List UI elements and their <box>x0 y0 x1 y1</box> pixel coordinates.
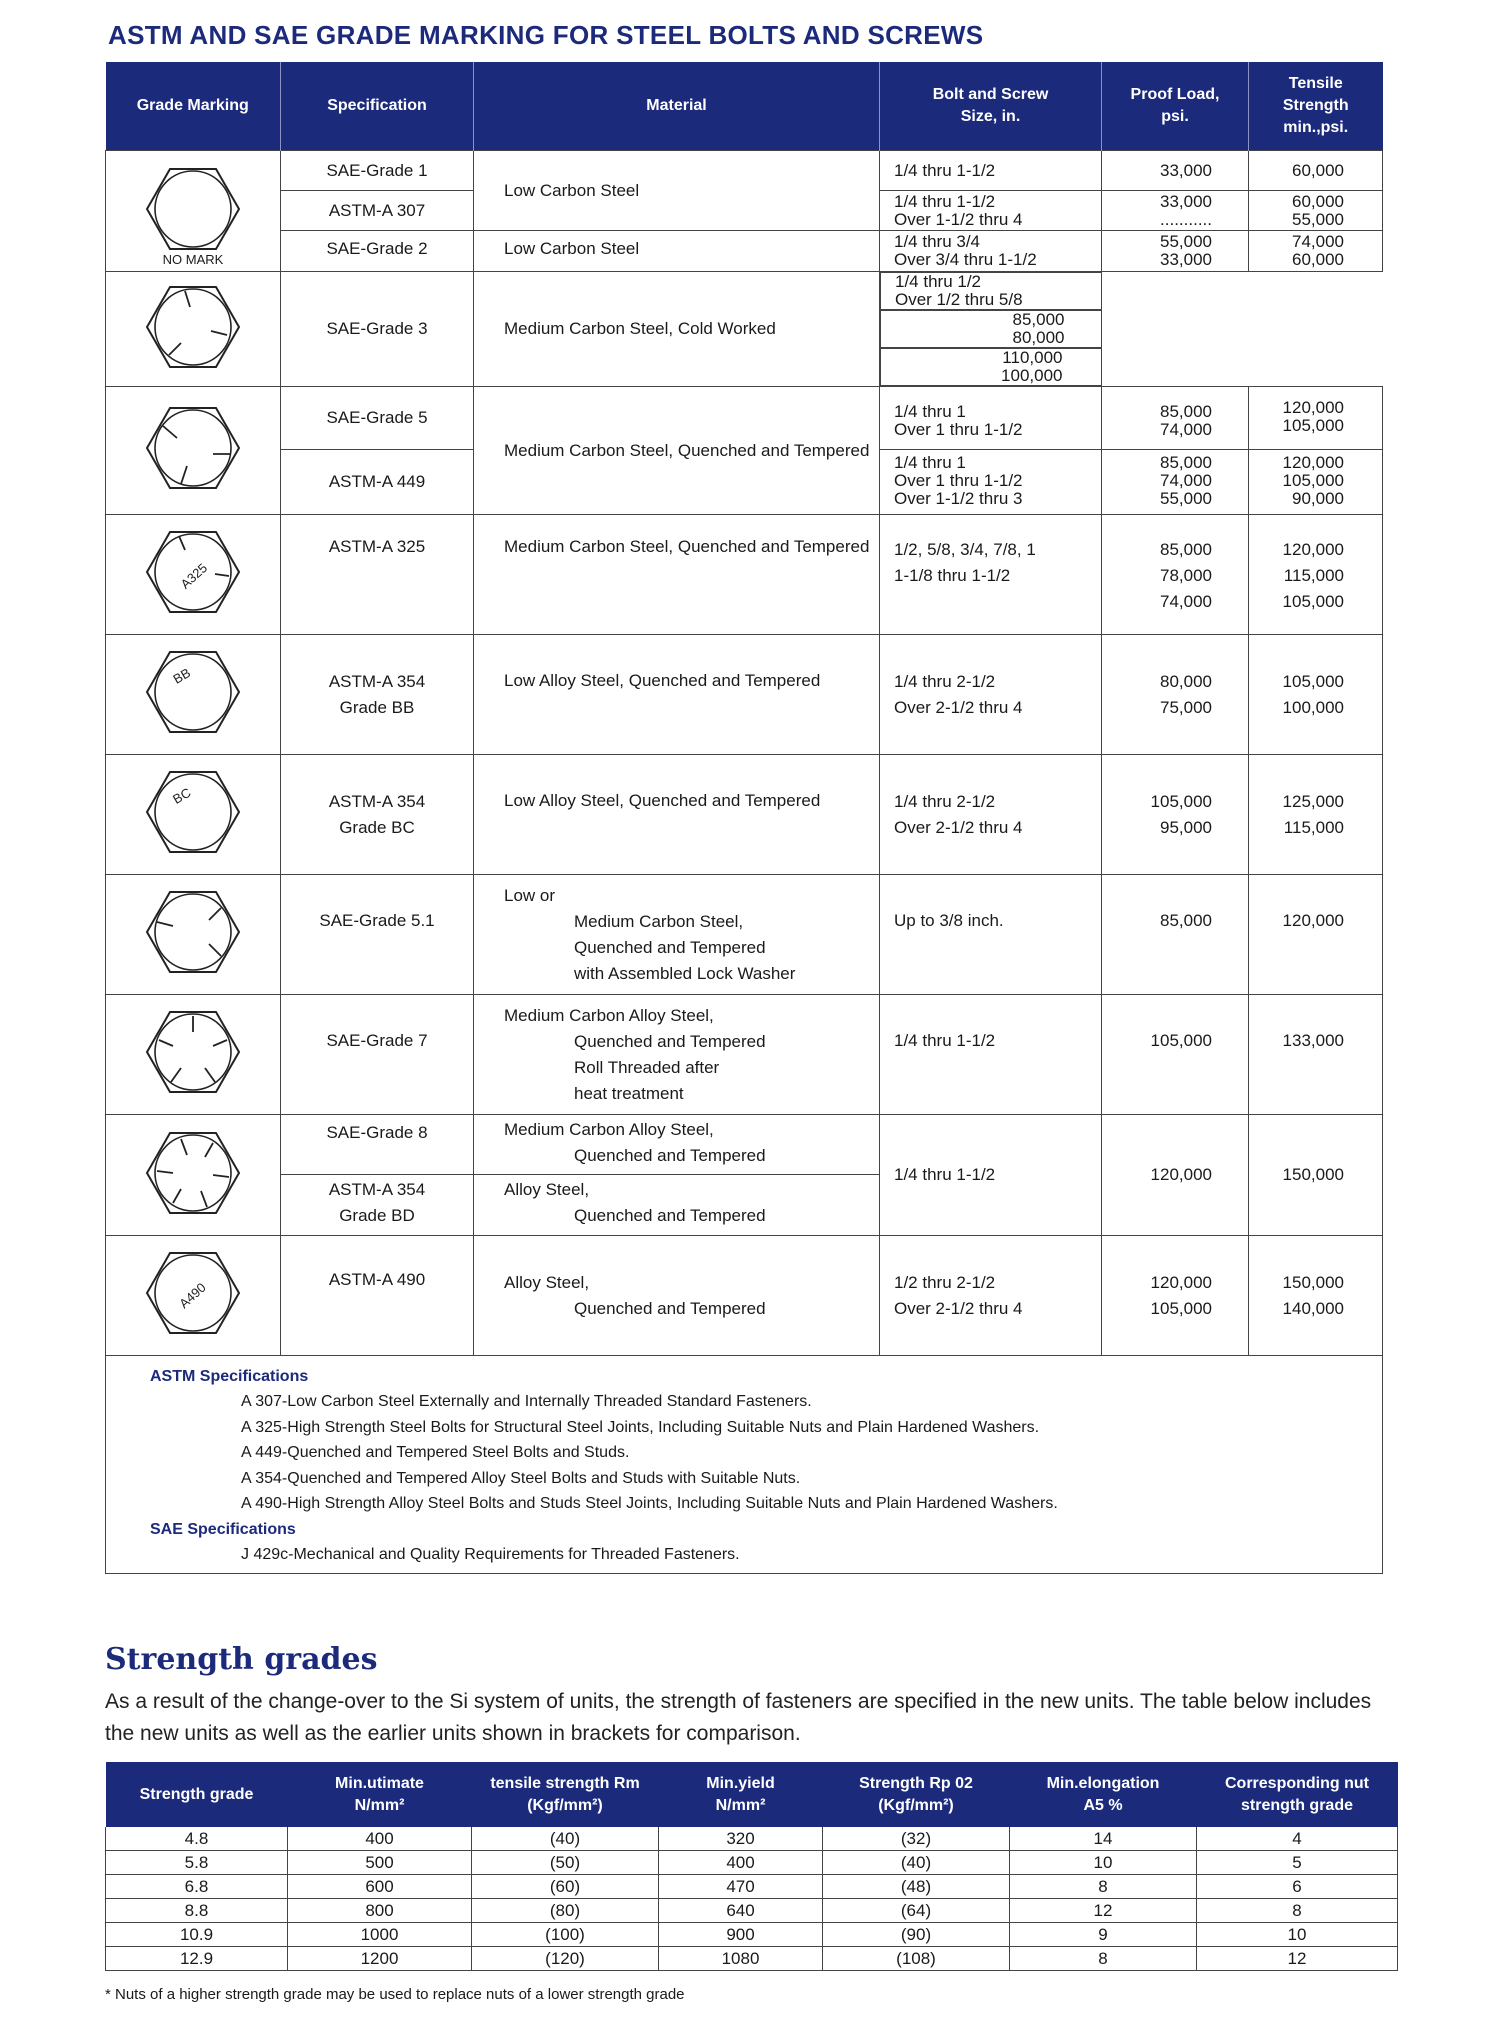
grade-mark-cell <box>106 755 281 875</box>
strength-cell: 14 <box>1010 1827 1197 1851</box>
table-row <box>106 1923 1398 1947</box>
strength-cell: (108) <box>823 1947 1010 1971</box>
material-continued: Quenched and Tempered <box>574 1146 766 1165</box>
size-cell: 1/4 thru 1-1/2 <box>880 151 1101 191</box>
proof-cell: 55,000 33,000 <box>1160 232 1212 269</box>
specifications-notes <box>106 1356 1383 1574</box>
table-row <box>106 1875 1398 1899</box>
material-cell: Medium Carbon Steel, Quenched and Tempered <box>474 515 880 635</box>
strength-cell: 6 <box>1197 1875 1398 1899</box>
spec-cell: SAE-Grade 5.1 <box>281 875 474 995</box>
strength-cell: 12 <box>1197 1947 1398 1971</box>
strength-header-cell: Strength grade <box>106 1762 288 1827</box>
page-title: ASTM AND SAE GRADE MARKING FOR STEEL BOLTS AND SCREWS <box>108 20 984 50</box>
proof-cell: 120,000 105,000 <box>1102 1236 1249 1356</box>
strength-grades-body <box>106 1827 1398 1971</box>
hex-bb-marking-icon <box>133 642 253 742</box>
strength-cell: (40) <box>472 1827 659 1851</box>
note-line: A 490-High Strength Alloy Steel Bolts and Studs Steel Joints, Including Suitable Nuts and Plain Hardened Washers. <box>241 1495 1058 1512</box>
strength-cell: (40) <box>823 1851 1010 1875</box>
strength-cell: (32) <box>823 1827 1010 1851</box>
strength-cell: 5.8 <box>106 1851 288 1875</box>
proof-cell: 120,000 <box>1102 1115 1249 1236</box>
hex-six-lines-icon <box>133 1123 253 1223</box>
strength-cell: 8 <box>1010 1875 1197 1899</box>
table-row <box>106 995 1383 1115</box>
sae-specifications-heading: SAE Specifications <box>150 1520 296 1538</box>
tensile-cell: 150,000 <box>1249 1115 1383 1236</box>
tensile-cell: 150,000 140,000 <box>1249 1236 1383 1356</box>
strength-cell: (48) <box>823 1875 1010 1899</box>
size-cell: 1/4 thru 2-1/2 Over 2-1/2 thru 4 <box>880 635 1102 755</box>
footnote: * Nuts of a higher strength grade may be used to replace nuts of a lower strength grade <box>105 1986 685 2003</box>
spec-cell: SAE-Grade 7 <box>281 995 474 1115</box>
material-continued: Quenched and Tempered Roll Threaded after heat treatment <box>574 1032 766 1103</box>
strength-cell: 4.8 <box>106 1827 288 1851</box>
size-cell: 1/4 thru 1 Over 1 thru 1-1/2 Over 1-1/2 thru 3 <box>894 453 1023 508</box>
strength-cell: 4 <box>1197 1827 1398 1851</box>
tensile-cell: 105,000 100,000 <box>1249 635 1383 755</box>
proof-cell: 105,000 <box>1102 995 1249 1115</box>
strength-header-cell: Min.yield N/mm² <box>659 1762 823 1827</box>
spec-cell: SAE-Grade 1 <box>281 151 473 191</box>
no-mark-label: NO MARK <box>162 252 224 267</box>
material-cell: Medium Carbon Steel, Quenched and Tempered <box>474 387 880 515</box>
table-row <box>106 1236 1383 1356</box>
size-cell: 1/4 thru 1-1/2 Over 1-1/2 thru 4 <box>880 191 1101 231</box>
proof-cell: 85,000 78,000 74,000 <box>1102 515 1249 635</box>
grade-mark-cell <box>106 875 281 995</box>
strength-cell: 12 <box>1010 1899 1197 1923</box>
size-cell: 1/2, 5/8, 3/4, 7/8, 1 1-1/8 thru 1-1/2 <box>880 515 1102 635</box>
hex-three-lines-icon <box>133 398 253 498</box>
strength-cell: 800 <box>288 1899 472 1923</box>
size-cell: 1/2 thru 2-1/2 Over 2-1/2 thru 4 <box>880 1236 1102 1356</box>
grade-mark-cell <box>106 387 281 515</box>
grade-mark-cell <box>106 635 281 755</box>
hex-three-radial-lines-icon <box>133 277 253 377</box>
spec-cell: ASTM-A 354 Grade BD <box>328 1180 426 1225</box>
strength-header-cell: Min.elongation A5 % <box>1010 1762 1197 1827</box>
table-row <box>106 151 1383 272</box>
spec-cell: ASTM-A 325 <box>281 515 474 635</box>
strength-cell: 470 <box>659 1875 823 1899</box>
strength-cell: 10 <box>1197 1923 1398 1947</box>
strength-cell: (90) <box>823 1923 1010 1947</box>
strength-cell: (50) <box>472 1851 659 1875</box>
strength-cell: 6.8 <box>106 1875 288 1899</box>
tensile-cell: 125,000 115,000 <box>1249 755 1383 875</box>
size-cell: 1/4 thru 3/4 Over 3/4 thru 1-1/2 <box>894 232 1037 269</box>
grade-mark-cell <box>106 1236 281 1356</box>
material-first-line: Medium Carbon Alloy Steel, <box>504 1006 714 1025</box>
tensile-cell: 60,000 55,000 <box>1249 191 1382 231</box>
strength-header-cell: Corresponding nut strength grade <box>1197 1762 1398 1827</box>
tensile-cell: 120,000 105,000 <box>1249 387 1382 450</box>
tensile-cell: 120,000 115,000 105,000 <box>1249 515 1383 635</box>
tensile-cell: 120,000 <box>1249 875 1383 995</box>
proof-cell: 85,000 <box>1102 875 1249 995</box>
grade-marking-table <box>105 62 1383 1574</box>
svg-text:A490: A490 <box>176 1279 209 1312</box>
strength-cell: 5 <box>1197 1851 1398 1875</box>
strength-cell: 8 <box>1197 1899 1398 1923</box>
strength-cell: 1200 <box>288 1947 472 1971</box>
table-row <box>106 1827 1398 1851</box>
table-row <box>106 1851 1398 1875</box>
header-material: Material <box>474 62 880 151</box>
header-proof-load: Proof Load, psi. <box>1102 62 1249 151</box>
note-line: A 325-High Strength Steel Bolts for Structural Steel Joints, Including Suitable Nuts and Plain Hardened Washers. <box>241 1418 1040 1436</box>
size-cell: Up to 3/8 inch. <box>880 875 1102 995</box>
material-continued: Medium Carbon Steel, Quenched and Tempered with Assembled Lock Washer <box>574 912 796 983</box>
hex-a490-marking-icon <box>133 1243 253 1343</box>
proof-cell: 85,000 74,000 55,000 <box>1160 453 1212 508</box>
strength-header-cell: tensile strength Rm (Kgf/mm²) <box>472 1762 659 1827</box>
size-cell: 1/4 thru 1 Over 1 thru 1-1/2 <box>880 387 1101 450</box>
strength-cell: 8.8 <box>106 1899 288 1923</box>
material-cell <box>474 1175 879 1235</box>
material-first-line: Alloy Steel, <box>504 1273 590 1292</box>
table-row <box>106 1899 1398 1923</box>
note-line: A 354-Quenched and Tempered Alloy Steel Bolts and Studs with Suitable Nuts. <box>241 1469 801 1487</box>
strength-cell: 1000 <box>288 1923 472 1947</box>
table-row <box>106 635 1383 755</box>
strength-grades-heading: Strength grades <box>105 1642 378 1677</box>
spec-cell: ASTM-A 354 Grade BB <box>281 635 474 755</box>
proof-cell: 105,000 95,000 <box>1102 755 1249 875</box>
proof-cell: 33,000 <box>1102 151 1248 191</box>
table-row <box>106 1947 1398 1971</box>
material-continued: Quenched and Tempered <box>574 1206 766 1225</box>
material-cell: Low Alloy Steel, Quenched and Tempered <box>474 755 880 875</box>
hex-three-lines-offset-icon <box>133 882 253 982</box>
table-header-row <box>106 62 1383 151</box>
svg-text:A325: A325 <box>177 560 211 592</box>
header-specification: Specification <box>281 62 474 151</box>
size-cell: 1/4 thru 1/2 Over 1/2 thru 5/8 <box>880 272 1102 310</box>
spec-cell: SAE-Grade 3 <box>281 272 474 387</box>
strength-cell: 12.9 <box>106 1947 288 1971</box>
strength-cell: 8 <box>1010 1947 1197 1971</box>
material-cell <box>474 875 880 995</box>
strength-cell: 320 <box>659 1827 823 1851</box>
strength-grades-table <box>105 1762 1398 1971</box>
table-row <box>106 1115 1383 1236</box>
size-cell: 1/4 thru 1-1/2 <box>880 1115 1102 1236</box>
strength-cell: (60) <box>472 1875 659 1899</box>
spec-cell: ASTM-A 307 <box>281 191 473 231</box>
size-cell: 1/4 thru 2-1/2 Over 2-1/2 thru 4 <box>880 755 1102 875</box>
hex-a325-marking-icon <box>133 522 253 622</box>
size-cell: 1/4 thru 1-1/2 <box>880 995 1102 1115</box>
strength-cell: 900 <box>659 1923 823 1947</box>
material-cell: Low Alloy Steel, Quenched and Tempered <box>474 635 880 755</box>
spec-cell: SAE-Grade 8 <box>281 1115 473 1175</box>
table-row <box>106 387 1383 515</box>
note-line: A 449-Quenched and Tempered Steel Bolts and Studs. <box>241 1444 630 1461</box>
svg-text:BB: BB <box>170 665 194 687</box>
tensile-cell: 110,000 100,000 <box>880 348 1102 386</box>
strength-cell: 9 <box>1010 1923 1197 1947</box>
strength-cell: 400 <box>288 1827 472 1851</box>
material-cell <box>474 1236 880 1356</box>
strength-cell: 640 <box>659 1899 823 1923</box>
material-cell <box>474 1115 879 1175</box>
tensile-cell: 60,000 <box>1249 151 1382 191</box>
strength-cell: 1080 <box>659 1947 823 1971</box>
hex-bc-marking-icon <box>133 762 253 862</box>
spec-cell: SAE-Grade 2 <box>326 239 428 258</box>
tensile-cell: 74,000 60,000 <box>1292 232 1344 269</box>
svg-text:BC: BC <box>170 784 194 807</box>
material-cell: Low Carbon Steel <box>474 151 879 231</box>
proof-cell: 33,000 ........... <box>1102 191 1248 231</box>
material-first-line: Low or <box>504 886 556 905</box>
table-row <box>106 272 1383 387</box>
strength-cell: 400 <box>659 1851 823 1875</box>
proof-cell: 85,000 80,000 <box>880 310 1102 348</box>
material-first-line: Alloy Steel, <box>504 1180 590 1199</box>
strength-cell: (100) <box>472 1923 659 1947</box>
material-cell: Medium Carbon Steel, Cold Worked <box>474 272 880 387</box>
astm-specifications-heading: ASTM Specifications <box>150 1368 309 1385</box>
strength-cell: 600 <box>288 1875 472 1899</box>
strength-cell: 10.9 <box>106 1923 288 1947</box>
tensile-cell: 133,000 <box>1249 995 1383 1115</box>
header-size: Bolt and Screw Size, in. <box>880 62 1102 151</box>
header-tensile-strength: Tensile Strength min.,psi. <box>1249 62 1383 151</box>
hex-five-lines-icon <box>133 1002 253 1102</box>
grade-mark-cell <box>106 1115 281 1236</box>
note-line: A 307-Low Carbon Steel Externally and Internally Threaded Standard Fasteners. <box>241 1393 812 1410</box>
strength-cell: (120) <box>472 1947 659 1971</box>
spec-cell: ASTM-A 354 Grade BC <box>281 755 474 875</box>
strength-grades-intro: As a result of the change-over to the Si system of units, the strength of fasteners are specified in the new units. The table below includes the new units as well as the earlier units shown in brackets for comparison. <box>105 1690 1372 1745</box>
strength-cell: (64) <box>823 1899 1010 1923</box>
grade-mark-cell <box>106 995 281 1115</box>
grade-mark-cell <box>106 515 281 635</box>
strength-header-cell: Min.utimate N/mm² <box>288 1762 472 1827</box>
note-line: J 429c-Mechanical and Quality Requirements for Threaded Fasteners. <box>241 1545 740 1563</box>
header-grade-marking: Grade Marking <box>106 62 281 151</box>
grade-mark-cell <box>106 151 281 272</box>
spec-cell: SAE-Grade 5 <box>281 387 473 450</box>
proof-cell: 80,000 75,000 <box>1102 635 1249 755</box>
table-header-row <box>106 1762 1398 1827</box>
proof-cell: 85,000 74,000 <box>1102 387 1248 450</box>
material-cell <box>474 995 880 1115</box>
hex-no-mark-icon <box>133 159 253 259</box>
material-continued: Quenched and Tempered <box>574 1299 766 1318</box>
material-cell: Low Carbon Steel <box>504 239 640 258</box>
spec-cell: ASTM-A 490 <box>281 1236 474 1356</box>
material-first-line: Medium Carbon Alloy Steel, <box>504 1120 714 1139</box>
table-row <box>106 875 1383 995</box>
strength-cell: (80) <box>472 1899 659 1923</box>
strength-cell: 10 <box>1010 1851 1197 1875</box>
strength-cell: 500 <box>288 1851 472 1875</box>
table-row <box>106 515 1383 635</box>
strength-header-cell: Strength Rp 02 (Kgf/mm²) <box>823 1762 1010 1827</box>
table-row <box>106 755 1383 875</box>
spec-cell: ASTM-A 449 <box>328 472 426 491</box>
tensile-cell: 120,000 105,000 90,000 <box>1282 453 1344 508</box>
grade-mark-cell <box>106 272 281 387</box>
